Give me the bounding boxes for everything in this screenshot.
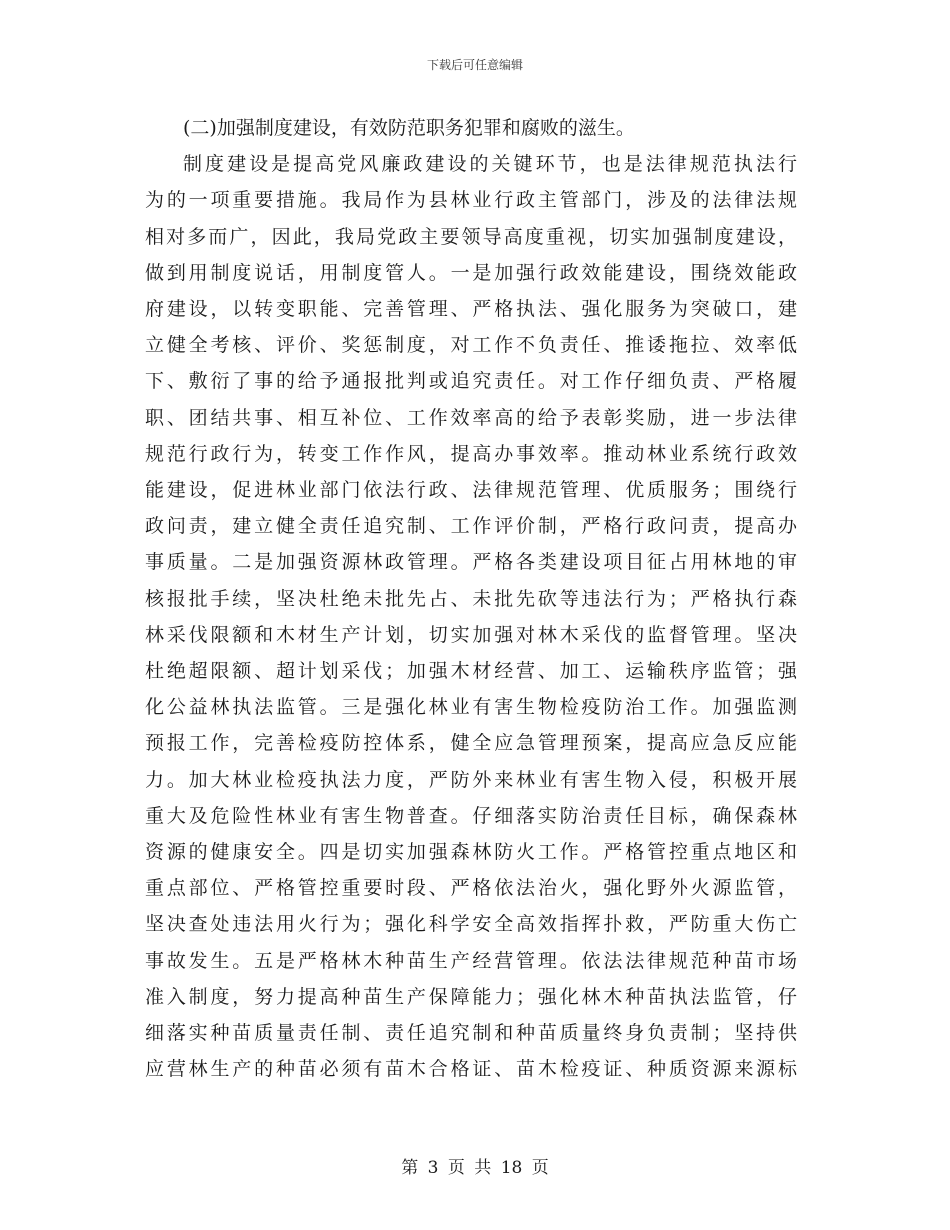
document-body [145, 110, 797, 1087]
text-line: 预报工作，完善检疫防控体系，健全应急管理预案，提高应急反应能 [145, 732, 797, 755]
text-line: 政问责，建立健全责任追究制、工作评价制，严格行政问责，提高办 [145, 515, 797, 538]
text-line: 林采伐限额和木材生产计划，切实加强对林木采伐的监督管理。坚决 [145, 623, 797, 646]
text-line: 细落实种苗质量责任制、责任追究制和种苗质量终身负责制；坚持供 [145, 1022, 797, 1045]
text-line: 力。加大林业检疫执法力度，严防外来林业有害生物入侵，积极开展 [145, 768, 797, 791]
text-line: 为的一项重要措施。我局作为县林业行政主管部门，涉及的法律法规 [145, 189, 797, 212]
text-line: 核报批手续，坚决杜绝未批先占、未批先砍等违法行为；严格执行森 [145, 587, 797, 610]
text-line: 能建设，促进林业部门依法行政、法律规范管理、优质服务；围绕行 [145, 479, 797, 502]
text-line: 事质量。二是加强资源林政管理。严格各类建设项目征占用林地的审 [145, 551, 797, 574]
text-line: 化公益林执法监管。三是强化林业有害生物检疫防治工作。加强监测 [145, 696, 797, 719]
text-line: 杜绝超限额、超计划采伐；加强木材经营、加工、运输秩序监管；强 [145, 660, 797, 683]
download-note: 下载后可任意编辑 [426, 58, 523, 72]
paragraph [145, 146, 797, 1087]
section-heading: (二)加强制度建设，有效防范职务犯罪和腐败的滋生。 [183, 117, 635, 139]
text-line: 下、敷衍了事的给予通报批判或追究责任。对工作仔细负责、严格履 [145, 370, 797, 393]
text-line: 职、团结共事、相互补位、工作效率高的给予表彰奖励，进一步法律 [145, 406, 797, 429]
text-line: 规范行政行为，转变工作作风，提高办事效率。推动林业系统行政效 [145, 442, 797, 465]
text-line: 应营林生产的种苗必须有苗木合格证、苗木检疫证、种质资源来源标 [145, 1058, 797, 1081]
text-line: 制度建设是提高党风廉政建设的关键环节，也是法律规范执法行 [183, 153, 797, 176]
text-line: 府建设，以转变职能、完善管理、严格执法、强化服务为突破口，建 [145, 298, 797, 321]
text-line: 重点部位、严格管控重要时段、严格依法治火，强化野外火源监管， [145, 877, 797, 900]
text-line: 做到用制度说话，用制度管人。一是加强行政效能建设，围绕效能政 [145, 261, 797, 284]
text-line: 准入制度，努力提高种苗生产保障能力；强化林木种苗执法监管，仔 [145, 985, 797, 1008]
text-line: 坚决查处违法用火行为；强化科学安全高效指挥扑救，严防重大伤亡 [145, 913, 797, 936]
text-line: 相对多而广，因此，我局党政主要领导高度重视，切实加强制度建设， [145, 225, 797, 248]
page-number: 第 3 页 共 18 页 [401, 1158, 549, 1178]
text-line: 重大及危险性林业有害生物普查。仔细落实防治责任目标，确保森林 [145, 804, 797, 827]
text-line: 资源的健康安全。四是切实加强森林防火工作。严格管控重点地区和 [145, 841, 797, 864]
text-line: 事故发生。五是严格林木种苗生产经营管理。依法法律规范种苗市场 [145, 949, 797, 972]
text-line: 立健全考核、评价、奖惩制度，对工作不负责任、推诿拖拉、效率低 [145, 334, 797, 357]
